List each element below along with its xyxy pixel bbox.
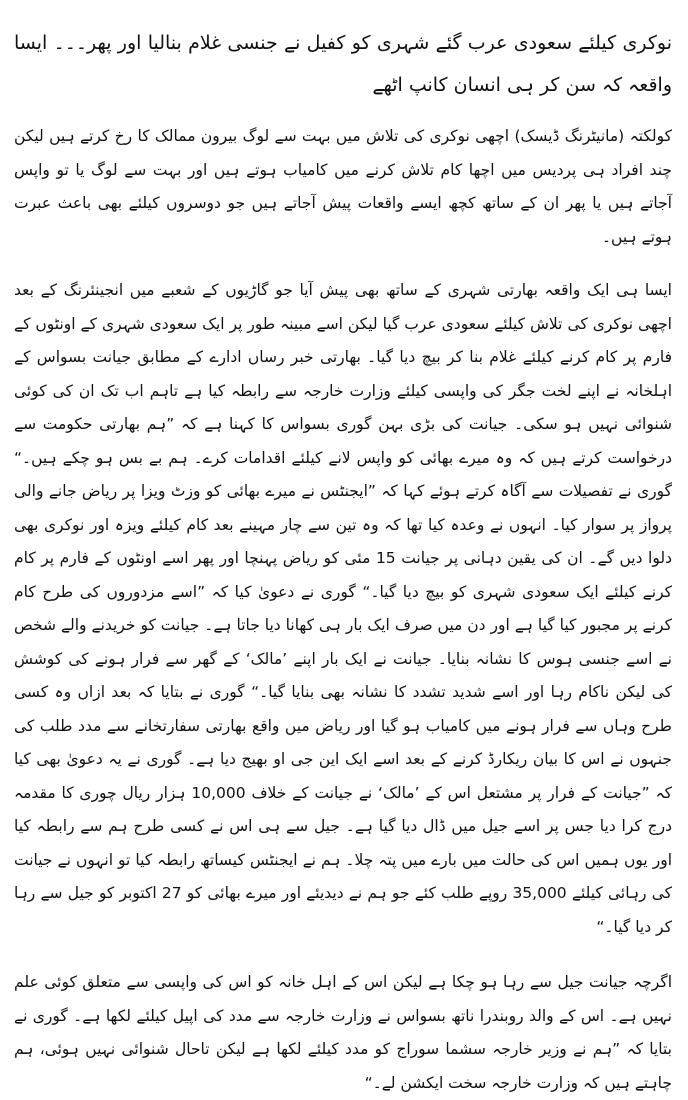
article-paragraph: کولکتہ (مانیٹرنگ ڈیسک) اچھی نوکری کی تلاش میں بہت سے لوگ بیرون ممالک کا رخ کرتے ہیں لیکن چند افراد ہی پردیس میں اچھا کام تلاش کرنے میں کامیاب ہوتے ہیں اور بہت سے لوگ یا تو واپس آجاتے ہیں یا پھر ان کے ساتھ کچھ ایسے واقعات پیش آجاتے ہیں جو دوسروں کیلئے بھی باعث عبرت ہوتے ہیں۔ bbox=[14, 127, 672, 246]
article-paragraph: اگرچہ جیانت جیل سے رہا ہو چکا ہے لیکن اس کے اہل خانہ کو اس کی واپسی سے متعلق کوئی علم نہیں ہے۔ اس کے والد روبندرا ناتھ بسواس نے وزارت خارجہ سے مدد کی اپیل کیلئے لکھا ہے۔ گوری نے بتایا کہ ”ہم نے وزیر خارجہ سشما سوراج کو مدد کیلئے لکھا ہے لیکن تاحال شنوائی نہیں ہوئی، ہم چاہتے ہیں کہ وزارت خارجہ سخت ایکشن لے۔“ bbox=[14, 973, 672, 1092]
article-headline: نوکری کیلئے سعودی عرب گئے شہری کو کفیل نے جنسی غلام بنالیا اور پھر۔۔۔ ایسا واقعہ کہ سن کر ہی انسان کانپ اٹھے bbox=[14, 32, 672, 96]
article-paragraph: ایسا ہی ایک واقعہ بھارتی شہری کے ساتھ بھی پیش آیا جو گاڑیوں کے شعبے میں انجینئرنگ کے بعد اچھی نوکری کی تلاش کیلئے سعودی عرب گیا لیکن اسے مبینہ طور پر ایک سعودی شہری کے اونٹوں کے فارم پر کام کرنے کیلئے غلام بنا کر بیچ دیا گیا۔ بھارتی خبر رساں ادارے کے مطابق جیانت بسواس کے اہلخانہ نے اپنے لخت جگر کی واپسی کیلئے وزارت خارجہ سے رابطہ کیا ہے تاہم اب تک ان کی کوئی شنوائی نہیں ہو سکی۔ جیانت کی بڑی بہن گوری بسواس کا کہنا ہے کہ ”ہم بھارتی حکومت سے درخواست کرتے ہیں کہ وہ میرے بھائی کو واپس لانے کیلئے اقدامات کرے۔ ہم بے بس ہو چکے ہیں۔“ گوری نے تفصیلات سے آگاہ کرتے ہوئے کہا کہ ”ایجنٹس نے میرے بھائی کو وزٹ ویزا پر ریاض جانے والی پرواز پر سوار کیا۔ انہوں نے وعدہ کیا تھا کہ وہ تین سے چار مہینے بعد کام کیلئے ویزہ اور نوکری بھی دلوا دیں گے۔ ان کی یقین دہانی پر جیانت 15 مئی کو ریاض پہنچا اور پھر اسے اونٹوں کے فارم پر کام کرنے کیلئے ایک سعودی شہری کو بیچ دیا گیا۔“ گوری نے دعویٰ کیا کہ ”اسے مزدوروں کی طرح کام کرنے پر مجبور کیا گیا ہے اور دن میں صرف ایک بار ہی کھانا دیا جاتا ہے۔ جیانت کو خریدنے والے شخص نے اسے جنسی ہوس کا نشانہ بنایا۔ جیانت نے ایک بار اپنے ’مالک‘ کے گھر سے فرار ہونے کی کوشش کی لیکن ناکام رہا اور اسے شدید تشدد کا نشانہ بھی بنایا گیا۔“ گوری نے بتایا کہ بعد ازاں وہ کسی طرح وہاں سے فرار ہونے میں کامیاب ہو گیا اور ریاض میں واقع بھارتی سفارتخانے سے مدد طلب کی جنہوں نے اس کا بیان ریکارڈ کرنے کے بعد اسے ایک این جی او بھیج دیا ہے۔ گوری نے یہ دعویٰ بھی کیا کہ ”جیانت کے فرار پر مشتعل اس کے ’مالک‘ نے جیانت کے خلاف 10,000 ہزار ریال چوری کا مقدمہ درج کرا دیا جس پر اسے جیل میں ڈال دیا گیا ہے۔ جیل سے ہی اس نے کسی طرح ہم سے رابطہ کیا اور یوں ہمیں اس کی حالت میں بارے میں پتہ چلا۔ ہم نے ایجنٹس کیساتھ رابطہ کیا تو انہوں نے جیانت کی رہائی کیلئے 35,000 روپے طلب کئے جو ہم نے دیدیئے اور میرے بھائی کو 27 اکتوبر کو جیل سے رہا کر دیا گیا۔“ bbox=[14, 281, 672, 936]
